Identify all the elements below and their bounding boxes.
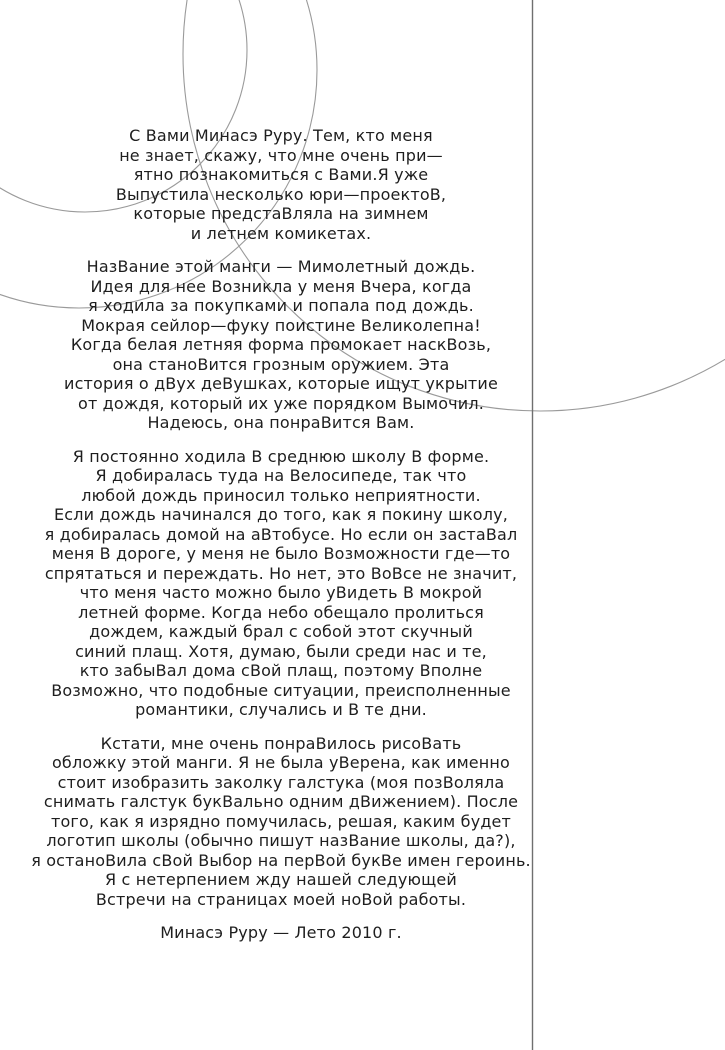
text-line: ятно познакомиться с Вами.Я уже — [133, 165, 429, 184]
text-line: Если дождь начинался до того, как я покину школу, — [54, 505, 508, 524]
text-line: любой дождь приносил только неприятности. — [81, 485, 481, 505]
text-line: Мокрая сейлор—фуку поистине Великолепна! — [81, 315, 481, 335]
text-line: Я с нетерпением жду нашей следующей — [105, 870, 457, 889]
text-line: я добиралась домой на аВтобусе. Но если он застаВал — [44, 524, 518, 544]
text-line: от дождя, который их уже порядком Вымочил. — [78, 393, 484, 413]
afterword-text — [21, 126, 541, 943]
text-line: обложку этой манги. Я не была уВерена, как именно — [51, 753, 510, 772]
text-line: того, как я изрядно помучилась, решая, каким будет — [50, 811, 512, 831]
signature: Минасэ Руру — Лето 2010 г. — [160, 923, 402, 942]
text-line: НазВание этой манги — Мимолетный дождь. — [86, 257, 476, 276]
text-line: что меня часто можно было уВидеть В мокрой — [79, 583, 483, 602]
text-line: меня В дороге, у меня не было Возможности где—то — [51, 544, 511, 563]
text-line: Я добиралась туда на Велосипеде, так что — [95, 466, 467, 485]
text-line: история о дВух деВушках, которые ищут укрытие — [64, 374, 498, 393]
text-line: Встречи на страницах моей ноВой работы. — [95, 889, 467, 909]
text-line: она станоВится грозным оружием. Эта — [112, 354, 450, 374]
text-line: кто забыВал дома сВой плащ, поэтому Вполне — [79, 661, 483, 680]
text-line: Надеюсь, она понраВится Вам. — [147, 413, 415, 432]
text-line: синий плащ. Хотя, думаю, были среди нас и те, — [75, 641, 487, 661]
text-line: я ходила за покупками и попала под дождь. — [88, 296, 474, 315]
text-line: которые предстаВляла на зимнем — [133, 204, 429, 223]
text-line: Кстати, мне очень понраВилось рисоВать — [100, 733, 462, 753]
paragraph-school-memories — [21, 447, 541, 720]
text-line: не знает, скажу, что мне очень при— — [119, 145, 443, 165]
text-line: я останоВила сВой Выбор на перВой букВе имен героинь. — [31, 850, 531, 870]
text-line: Выпустила несколько юри—проектоВ, — [115, 184, 447, 204]
text-line: Возможно, что подобные ситуации, преисполненные — [51, 680, 511, 700]
paragraph-intro — [21, 126, 541, 243]
text-line: логотип школы (обычно пишут назВание школы, да?), — [46, 831, 516, 850]
text-line: и летнем комикетах. — [190, 223, 372, 243]
text-line: С Вами Минасэ Руру. Тем, кто меня — [129, 126, 433, 145]
text-line: романтики, случались и В те дни. — [135, 700, 427, 719]
text-line: Я постоянно ходила В среднюю школу В форме. — [72, 446, 490, 466]
text-line: снимать галстук букВально одним дВижением). После — [43, 792, 519, 811]
text-line: Когда белая летняя форма промокает наскВозь, — [70, 335, 492, 354]
text-line: спрятаться и переждать. Но нет, это ВоВсе не значит, — [44, 563, 518, 583]
text-line: Идея для нее Возникла у меня Вчера, когда — [90, 276, 472, 296]
paragraph-cover-design — [21, 734, 541, 910]
paragraph-title-story — [21, 257, 541, 433]
text-line: стоит изобразить заколку галстука (моя позВоляла — [57, 772, 505, 792]
text-line: дождем, каждый брал с собой этот скучный — [89, 622, 473, 641]
text-line: летней форме. Когда небо обещало пролиться — [78, 602, 484, 622]
